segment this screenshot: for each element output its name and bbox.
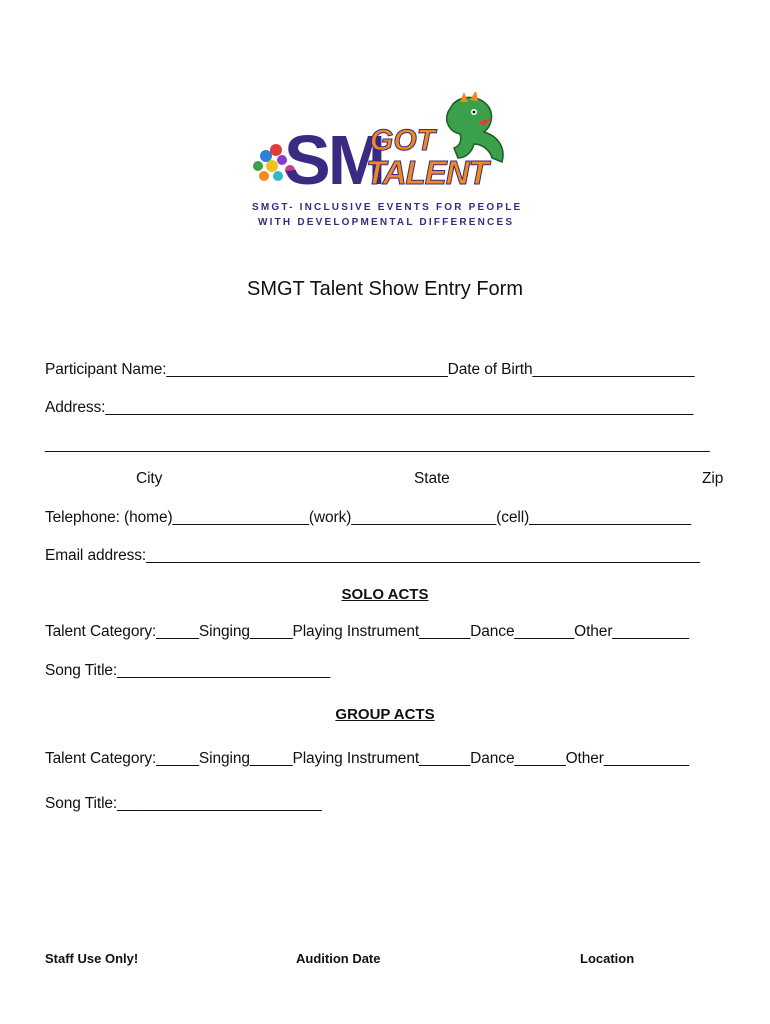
participant-name-date-of-birth-line[interactable]: Participant Name:_________________________________Date of Birth___________________	[45, 361, 695, 378]
logo-tagline-2: WITH DEVELOPMENTAL DIFFERENCES	[258, 217, 515, 228]
address-line-2[interactable]: ______________________________________________________________________________	[45, 436, 710, 453]
city-label: City	[136, 470, 163, 487]
form-title: SMGT Talent Show Entry Form	[246, 278, 523, 300]
logo-tagline-1: SMGT- INCLUSIVE EVENTS FOR PEOPLE	[252, 202, 523, 213]
staff-use-only-label: Staff Use Only!	[45, 951, 139, 966]
group-acts-heading: GROUP ACTS	[335, 706, 435, 723]
logo-sm-text: SM	[284, 121, 383, 199]
email-address-line[interactable]: Email address:_________________________________________________________________	[45, 547, 700, 564]
zip-label: Zip	[702, 470, 724, 487]
group-song-title-line[interactable]: Song Title:________________________	[45, 795, 322, 812]
group-talent-category-line[interactable]: Talent Category:_____Singing_____Playing Instrument______Dance______Other__________	[45, 750, 690, 767]
dragon-icon	[447, 92, 503, 162]
telephone-line[interactable]: Telephone: (home)________________(work)_________________(cell)___________________	[45, 509, 692, 526]
logo-talent-text: TALENT	[366, 154, 488, 191]
address-line[interactable]: Address:_____________________________________________________________________	[45, 399, 694, 416]
solo-acts-heading: SOLO ACTS	[341, 586, 429, 603]
solo-talent-category-line[interactable]: Talent Category:_____Singing_____Playing Instrument______Dance_______Other_________	[45, 623, 690, 640]
state-label: State	[414, 470, 450, 487]
location-label: Location	[580, 951, 635, 966]
audition-date-label: Audition Date	[296, 951, 381, 966]
logo-got-text: GOT	[370, 124, 435, 157]
solo-song-title-line[interactable]: Song Title:_________________________	[45, 662, 331, 679]
